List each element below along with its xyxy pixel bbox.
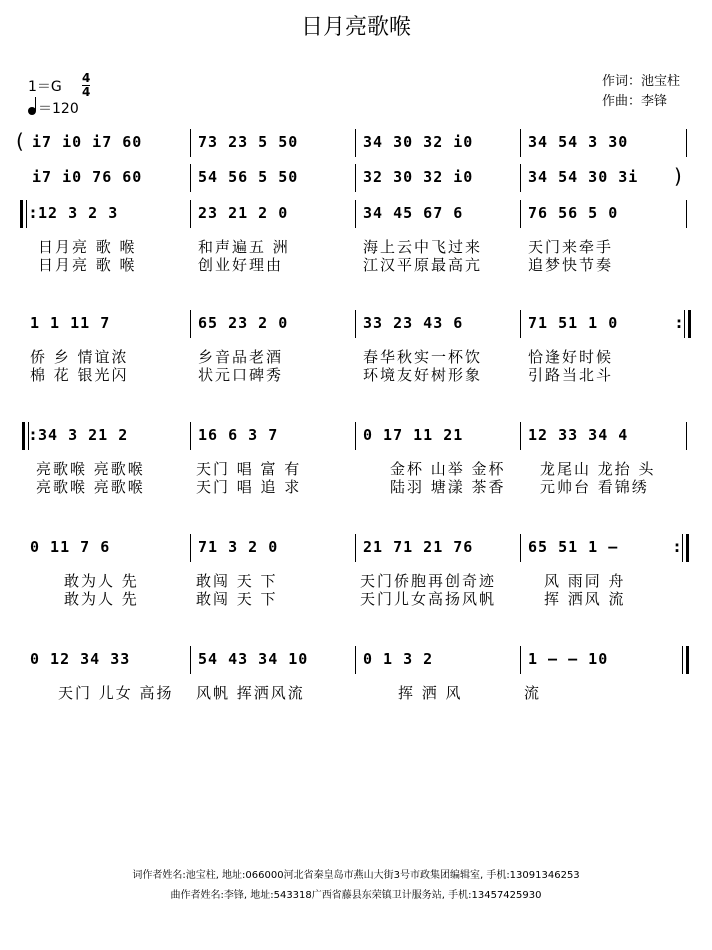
- barline: [190, 422, 191, 450]
- score-row-2: i7 i0 76 60 54 56 5 50 32 30 32 i0 34 54 30 3i ): [0, 160, 712, 200]
- score-row-4: 1 1 11 7 65 23 2 0 33 23 43 6 71 51 1 0 :: [0, 306, 712, 346]
- lyric-line: 棉 花 银光闪 状元口碑秀 环境友好树形象 引路当北斗: [30, 366, 614, 384]
- time-numerator: 4: [82, 71, 91, 85]
- score-row-5: : 34 3 21 2 16 6 3 7 0 17 11 21 12 33 34 4: [0, 418, 712, 458]
- final-barline: [686, 646, 689, 674]
- key-signature: 1＝G: [28, 79, 62, 95]
- barline: [355, 200, 356, 228]
- barline: [190, 200, 191, 228]
- barline: [190, 164, 191, 192]
- barline: [520, 200, 521, 228]
- barline: [26, 200, 27, 228]
- score-row-1: ( i7 i0 i7 60 73 23 5 50 34 30 32 i0 34 54 3 30: [0, 125, 712, 165]
- barline: [355, 646, 356, 674]
- barline: [355, 129, 356, 157]
- barline: [190, 310, 191, 338]
- barline: [682, 646, 683, 674]
- barline: [520, 164, 521, 192]
- barline: [686, 422, 687, 450]
- time-signature: [82, 72, 90, 99]
- lyric-line: 亮歌喉 亮歌喉 天门 唱 富 有 金杯 山举 金杯 龙尾山 龙抬 头: [36, 460, 656, 478]
- repeat-dots: :: [676, 314, 682, 332]
- barline: [190, 129, 191, 157]
- barline: [686, 200, 687, 228]
- time-denominator: 4: [82, 85, 91, 99]
- barline: [355, 422, 356, 450]
- quarter-note-icon: [28, 107, 36, 115]
- tempo-marking: [28, 98, 79, 118]
- barline: [355, 534, 356, 562]
- close-paren: ): [674, 164, 682, 188]
- open-paren: (: [16, 129, 24, 153]
- score-row-6: 0 11 7 6 71 3 2 0 21 71 21 76 65 51 1 – :: [0, 530, 712, 570]
- barline: [355, 310, 356, 338]
- barline: [520, 646, 521, 674]
- lyricist-credit: 作词：池宝柱: [602, 74, 681, 89]
- repeat-dots: :: [674, 538, 680, 556]
- barline: [355, 164, 356, 192]
- barline: [520, 129, 521, 157]
- barline: [520, 422, 521, 450]
- barline: [686, 129, 687, 157]
- repeat-dots: :: [30, 204, 36, 222]
- composer-credit: 作曲：李锋: [602, 94, 668, 109]
- repeat-end-barline: [686, 534, 689, 562]
- tempo-value: ＝120: [38, 101, 79, 117]
- repeat-start-barline: [22, 422, 25, 450]
- lyricist-contact: 词作者姓名:池宝柱, 地址:066000河北省秦皇岛市燕山大街3号市政集团编辑室, 手机:13091346253: [132, 870, 580, 881]
- lyric-line: 日月亮 歌 喉 创业好理由 江汉平原最高亢 追梦快节奏: [38, 256, 614, 274]
- barline: [520, 534, 521, 562]
- barline: [682, 534, 683, 562]
- repeat-dots: :: [30, 426, 36, 444]
- barline: [190, 534, 191, 562]
- lyric-line: 敢为人 先 敢闯 天 下 天门侨胞再创奇迹 风 雨同 舟: [64, 572, 626, 590]
- barline: [684, 310, 685, 338]
- lyric-line: 侨 乡 情谊浓 乡音品老酒 春华秋实一杯饮 恰逢好时候: [30, 348, 614, 366]
- lyric-line: 天门 儿女 高扬 风帆 挥洒风流 挥 洒 风 流: [58, 684, 542, 702]
- barline: [190, 646, 191, 674]
- lyric-line: 敢为人 先 敢闯 天 下 天门儿女高扬风帆 挥 洒风 流: [64, 590, 626, 608]
- repeat-start-barline: [20, 200, 23, 228]
- score-row-7: 0 12 34 33 54 43 34 10 0 1 3 2 1 – – 10: [0, 642, 712, 682]
- lyric-line: 日月亮 歌 喉 和声遍五 洲 海上云中飞过来 天门来牵手: [38, 238, 614, 256]
- lyric-line: 亮歌喉 亮歌喉 天门 唱 追 求 陆羽 塘漾 茶香 元帅台 看锦绣: [36, 478, 649, 496]
- song-title: 日月亮歌喉: [300, 15, 411, 40]
- score-row-3: : 12 3 2 3 23 21 2 0 34 45 67 6 76 56 5 0: [0, 196, 712, 236]
- composer-contact: 曲作者姓名:李锋, 地址:543318广西省藤县东荣镇卫计服务站, 手机:13457425930: [170, 890, 542, 901]
- repeat-end-barline: [688, 310, 691, 338]
- barline: [28, 422, 29, 450]
- barline: [520, 310, 521, 338]
